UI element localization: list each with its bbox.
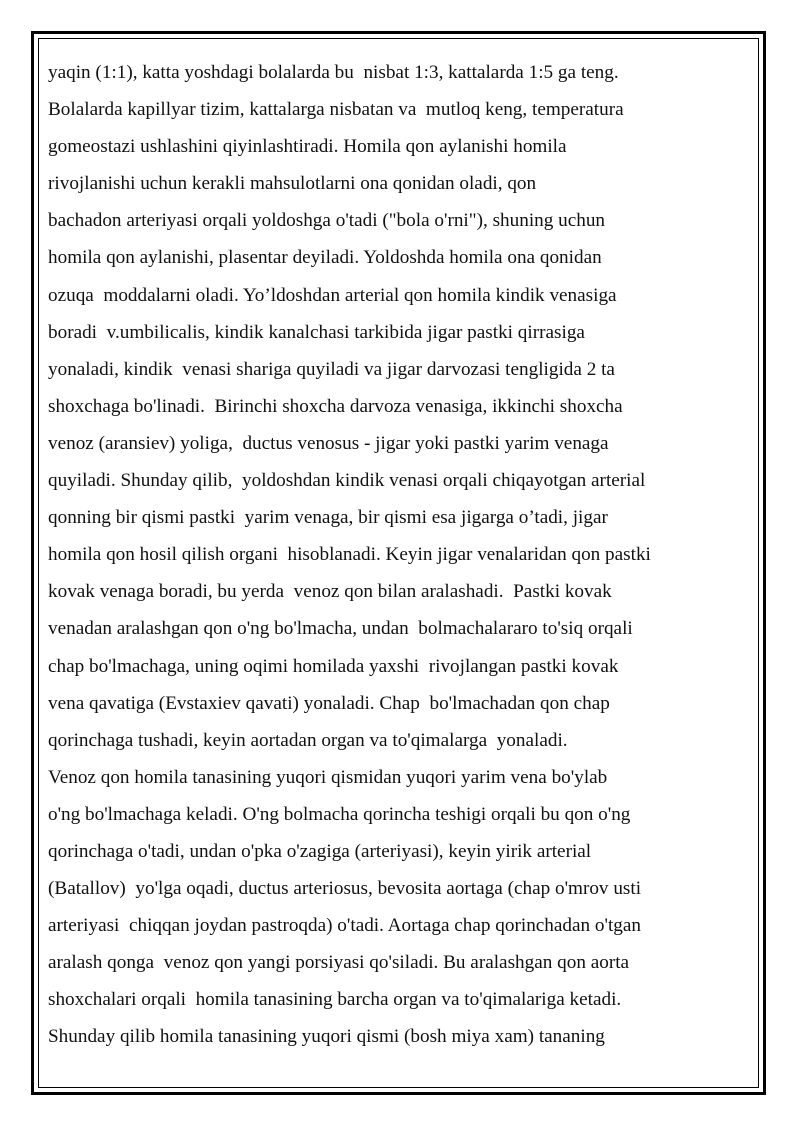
text-line: shoxchaga bo'linadi. Birinchi shoxcha darvoza venasiga, ikkinchi shoxcha — [48, 395, 623, 417]
text-line: gomeostazi ushlashini qiyinlashtiradi. Homila qon aylanishi homila — [48, 136, 567, 158]
text-line: yaqin (1:1), katta yoshdagi bolalarda bu nisbat 1:3, kattalarda 1:5 ga teng. — [48, 62, 619, 83]
text-line: arteriyasi chiqqan joydan pastroqda) o'tadi. Aortaga chap qorinchadan o'tgan — [48, 915, 641, 937]
text-line: venadan aralashgan qon o'ng bo'lmacha, undan bolmachalararo to'siq orqali — [48, 618, 633, 640]
text-line: aralash qonga venoz qon yangi porsiyasi qo'siladi. Bu aralashgan qon aorta — [48, 952, 630, 974]
text-line: venoz (aransiev) yoliga, ductus venosus - jigar yoki pastki yarim venaga — [48, 432, 609, 454]
text-line: Shunday qilib homila tanasining yuqori qismi (bosh miya xam) tananing — [48, 1026, 605, 1048]
text-line: bachadon arteriyasi orqali yoldoshga o'tadi ("bola o'rni"), shuning uchun — [48, 210, 606, 232]
text-line: kovak venaga boradi, bu yerda venoz qon bilan aralashadi. Pastki kovak — [48, 581, 612, 603]
text-line: qonning bir qismi pastki yarim venaga, bir qismi esa jigarga o’tadi, jigar — [48, 507, 608, 529]
text-line: o'ng bo'lmachaga keladi. O'ng bolmacha qorincha teshigi orqali bu qon o'ng — [48, 803, 631, 825]
text-line: qorinchaga o'tadi, undan o'pka o'zagiga (arteriyasi), keyin yirik arterial — [48, 840, 592, 862]
text-line: homila qon aylanishi, plasentar deyiladi. Yoldoshda homila ona qonidan — [48, 247, 602, 269]
text-line: shoxchalari orqali homila tanasining barcha organ va to'qimalariga ketadi. — [48, 989, 622, 1011]
text-line: Venoz qon homila tanasining yuqori qismidan yuqori yarim vena bo'ylab — [48, 766, 608, 788]
text-line: qorinchaga tushadi, keyin aortadan organ va to'qimalarga yonaladi. — [48, 729, 568, 751]
text-line: vena qavatiga (Evstaxiev qavati) yonaladi. Chap bo'lmachadan qon chap — [48, 692, 610, 714]
text-line: boradi v.umbilicalis, kindik kanalchasi tarkibida jigar pastki qirrasiga — [48, 321, 585, 343]
text-line: homila qon hosil qilish organi hisoblanadi. Keyin jigar venalaridan qon pastki — [48, 544, 651, 566]
text-line: rivojlanishi uchun kerakli mahsulotlarni ona qonidan oladi, qon — [48, 173, 537, 195]
text-line: chap bo'lmachaga, uning oqimi homilada yaxshi rivojlangan pastki kovak — [48, 655, 619, 677]
text-line: quyiladi. Shunday qilib, yoldoshdan kindik venasi orqali chiqayotgan arterial — [48, 470, 646, 492]
text-line: (Batallov) yo'lga oqadi, ductus arteriosus, bevosita aortaga (chap o'mrov usti — [48, 878, 642, 900]
text-line: ozuqa moddalarni oladi. Yo’ldoshdan arterial qon homila kindik venasiga — [48, 284, 617, 306]
document-body — [48, 54, 752, 1056]
text-line: Bolalarda kapillyar tizim, kattalarga nisbatan va mutloq keng, temperatura — [48, 99, 624, 121]
text-line: yonaladi, kindik venasi shariga quyiladi va jigar darvozasi tengligida 2 ta — [48, 358, 615, 380]
